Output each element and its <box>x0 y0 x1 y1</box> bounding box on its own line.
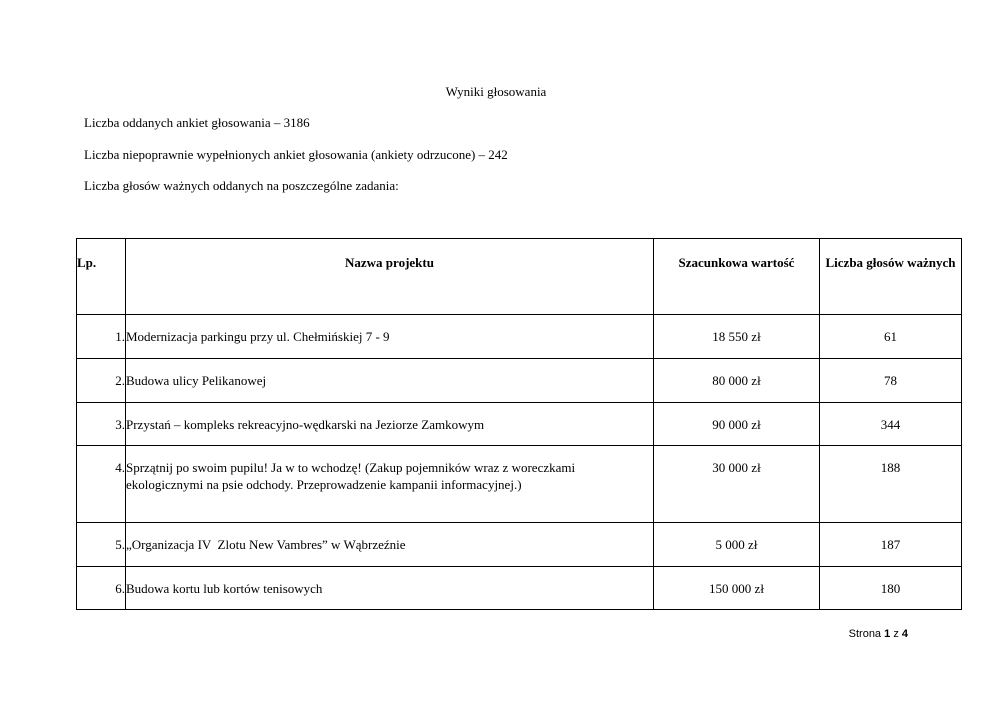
row-lp: 3. <box>77 403 126 446</box>
row-project-name: Sprzątnij po swoim pupilu! Ja w to wchodzę! (Zakup pojemników wraz z woreczkami ekologicznymi na psie odchody. Przeprowadzenie kampanii informacyjnej.) <box>126 446 654 523</box>
row-project-name: Budowa kortu lub kortów tenisowych <box>126 567 654 610</box>
table-header-row <box>77 239 962 315</box>
row-project-name: „Organizacja IV Zlotu New Vambres” w Wąbrzeźnie <box>126 523 654 567</box>
row-valid-votes: 61 <box>820 315 962 359</box>
table-row <box>77 315 962 359</box>
row-valid-votes: 180 <box>820 567 962 610</box>
row-lp: 1. <box>77 315 126 359</box>
document-title: Wyniki głosowania <box>445 84 547 99</box>
row-estimated-value: 18 550 zł <box>654 315 820 359</box>
table-row <box>77 359 962 403</box>
row-estimated-value: 30 000 zł <box>654 446 820 523</box>
results-table <box>76 238 962 610</box>
row-lp: 2. <box>77 359 126 403</box>
row-estimated-value: 90 000 zł <box>654 403 820 446</box>
ballots-rejected-line: Liczba niepoprawnie wypełnionych ankiet głosowania (ankiety odrzucone) – 242 <box>84 147 508 162</box>
footer-prefix: Strona <box>848 628 882 640</box>
row-lp: 6. <box>77 567 126 610</box>
table-row <box>77 523 962 567</box>
valid-votes-intro-line: Liczba głosów ważnych oddanych na poszczególne zadania: <box>84 178 399 193</box>
table-row <box>77 403 962 446</box>
row-project-name: Modernizacja parkingu przy ul. Chełmińskiej 7 - 9 <box>126 315 654 359</box>
footer-current-page: 1 <box>884 628 891 640</box>
row-lp: 4. <box>77 446 126 523</box>
page-number-footer <box>849 628 908 640</box>
footer-total-pages: 4 <box>901 628 908 640</box>
row-valid-votes: 344 <box>820 403 962 446</box>
footer-separator: z <box>893 628 899 640</box>
ballots-cast-line: Liczba oddanych ankiet głosowania – 3186 <box>84 115 310 130</box>
row-project-name: Budowa ulicy Pelikanowej <box>126 359 654 403</box>
row-estimated-value: 80 000 zł <box>654 359 820 403</box>
row-valid-votes: 78 <box>820 359 962 403</box>
header-estimated-value: Szacunkowa wartość <box>654 239 820 315</box>
header-valid-votes: Liczba głosów ważnych <box>820 239 962 315</box>
header-project-name: Nazwa projektu <box>126 239 654 315</box>
table-row <box>77 567 962 610</box>
row-lp: 5. <box>77 523 126 567</box>
row-project-name: Przystań – kompleks rekreacyjno-wędkarski na Jeziorze Zamkowym <box>126 403 654 446</box>
row-valid-votes: 188 <box>820 446 962 523</box>
header-lp: Lp. <box>77 239 126 315</box>
row-estimated-value: 150 000 zł <box>654 567 820 610</box>
row-estimated-value: 5 000 zł <box>654 523 820 567</box>
row-valid-votes: 187 <box>820 523 962 567</box>
table-row <box>77 446 962 523</box>
